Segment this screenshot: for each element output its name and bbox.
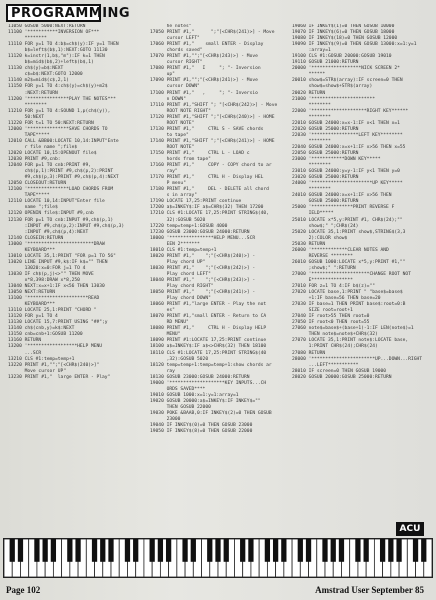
black-key bbox=[100, 539, 105, 562]
black-key bbox=[10, 539, 15, 562]
black-key bbox=[207, 539, 212, 562]
black-key bbox=[364, 539, 369, 562]
black-key bbox=[413, 539, 418, 562]
black-key bbox=[224, 539, 229, 562]
black-key bbox=[265, 539, 270, 562]
black-key bbox=[158, 539, 163, 562]
black-key bbox=[396, 539, 401, 562]
black-key bbox=[43, 539, 48, 562]
piano-keys bbox=[4, 539, 432, 577]
black-key bbox=[240, 539, 245, 562]
black-key bbox=[273, 539, 278, 562]
black-key bbox=[355, 539, 360, 562]
black-key bbox=[75, 539, 80, 562]
page-number: Page 102 bbox=[6, 585, 41, 595]
black-key bbox=[331, 539, 336, 562]
black-key bbox=[248, 539, 253, 562]
black-key bbox=[380, 539, 385, 562]
listing-column-3: 19060 IF INKEY$(1)=0 THEN GOSUB 10000 19070 IF INKEY$(6)=0 THEN GOSUB 18000 19080 IF INKEY$(18)=0 THEN GOSUB 12000 19090 IF INKEY$(9)=0 THEN GOSUB 13000:x=1:y=1 :array=1 19100 CLS #1:GOSUB 20000:GOSUB 19010 19110 GOSUB 21000:RETURN 20000 '******************NICK SCREEN 2* ****** 20010 show$=STR$(array):IF screen=0 THEN show$=show$+STR$(array) 20020 RETURN 21000 '*********************** ******** 22000 '********************RIGHT KEY****** ******** 22010 GOSUB 24000:x=x-1:IF x<1 THEN x=1 22020 GOSUB 25000:RETURN 22030 '*****************LEFT KEY******** ******** 22040 GOSUB 24000:x=x+1:IF x>56 THEN x=55 22050 GOSUB 25000:RETURN 23000 '************DOWN KEY***** ******** 23010 GOSUB 24000:y=y-1:IF y<1 THEN y=0 23020 GOSUB 25000:RETURN 24000 '**********************UP KEY***** ******** 24010 GOSUB 24000:x=x+1:IF x>56 THEN GOSUB 25000:RETURN 25000 '***************PRINT REVERSE F IELD***** 25010 LOCATE x*5,y:PRINT #1, CHR$(24);"" show$;" ";CHR$(24) 25020 LOCATE 35,1:PRINT show$,STRING$(3,3 2):COLOR show$ 25030 RETURN 26000 '*************CLEAR NOTES AND REVERSE ******** 26010 GOSUB 1000:LOCATE x*5,y:PRINT #1,"" ;show$;" ":RETURN 27000 '*********************CHANGE ROOT NOT E*************** 27010 FOR z=1 TO 4:IF b$(z)="" 27020 LOCATE base,1:PRINT " "base$=base$ +1:IF base=56 THEN base=20 27030 IF base=1 THEN PRINT base$:root=0:B SIZE root=root+1 27040 IF root>55 THEN root=0 27050 IF root<0 THEN root=55 27060 note$=base$+(base+1)-1:IF LEN(note$)=1 THEN note$=note$+CHR$(32) 27070 LOCATE 35,1:PRINT note$:LOCATE base, 1:PRINT CHR$(24);CHR$(24) 27080 RETURN 28000 '***********************UP...DOWN...RIGHT ...LEFT*********** 28010 IF screen=0 THEN GOSUB 19000 28020 GOSUB 20000:GOSUB 25000:RETURN bbox=[292, 24, 422, 380]
black-key bbox=[166, 539, 171, 562]
black-key bbox=[191, 539, 196, 562]
black-key bbox=[215, 539, 220, 562]
section-header: PROGRAMMING bbox=[6, 4, 101, 22]
listing-column-1: 11050 GOSUB 5000:NEXT:RETURN 11100 '***********INVERSION OF*** ******** 11110 FOR y=1 TO 4:b$=ch$(y):IF y=1 THEN b$=left$(b$,1):NEXT:GOTO 11130 11120 k=instr(1,b$,"m"):IF k=1 THEN b$=mid$(b$,2)+left$(b$,1) 11130 ch$(y)=b$:NEXT c$=b$:NEXT:GOTO 12000 11140 m2$=mid$(c$,2,1) 11150 FOR y=1 TO 4:ch$(y)=ch$(y)+m2$ :NEXT:RETURN 11200 '***************PLAY THE NOTES*** ******** 11210 FOR y=1 TO 4:SOUND 1,p(ch$(y)), 50:NEXT 11220 FOR t=1 TO 50:NEXT:RETURN 12000 '***************SAVE CHORDS TO TAPE***** 12010 CALL &BB00:LOCATE 10,14:INPUT"Ente r file name ";file$ 12020 LOCATE 10,15:OPENOUT file$ 12030 PRINT #9,cnb: 12040 FOR p=1 TO cnb:PRINT #9, ch$(p,1):PRINT #9,ch$(p,2):PRINT #9,ch$(p,3):PRINT #9,ch$(p,4):NEXT 12050 CLOSEOUT:RETURN 12100 '***************LOAD CHORDS FROM TAPE***** 12110 LOCATE 10,14:INPUT"Enter file name ";file$ 12120 OPENIN file$:INPUT #9,cnb 12130 FOR p=1 TO cnb:INPUT #9,ch$(p,1) :INPUT #9,ch$(p,2):INPUT #9,ch$(p,3) :INPUT #9,ch$(p,4):NEXT 12140 CLOSEIN:RETURN 13000 '************************DRAW KEYBOARD*** 13010 LOCATE 35,1:PRINT "FOR p=1 TO 56" 13020 LINE INPUT #9,k$:IF k$="" THEN 13020:x=0:FOR j=1 TO 4 13030 IF ch$(p,j)<>"" THEN MOVE x*8,398:DRAW x*8,250 13040 NEXT:x=x+1:IF x<56 THEN 13030 13050 NEXT:RETURN 13100 '**********************READ KEYBOARD*** 13110 LOCATE 25,1:PRINT "CHORD " 13120 FOR y=1 TO 4 13130 LOCATE 15,7:PRINT USING "##";y 13140 ch$(cnb,y)=k$:NEXT 13150 cnb=cnb+1:GOSUB 11200 13160 RETURN 13200 '******************HELP MENU ...SCR 13210 CLS #1:temp=temp+1 13220 PRINT #1,"";"[<CHR$(240)>]" Move cursor UP" 13230 PRINT #1," large ENTER - Play" bbox=[8, 24, 125, 380]
black-key bbox=[108, 539, 113, 562]
black-key bbox=[67, 539, 72, 562]
black-key bbox=[298, 539, 303, 562]
black-key bbox=[133, 539, 138, 562]
black-key bbox=[306, 539, 311, 562]
listing-column-2: he notes" 17050 PRINT #1," ";"[<CHR$(241)>] - Move cursor LEFT" 17060 PRINT #1," small ENTER - Display chords saved" 17070 PRINT #1,"";"[<CHR$(243)>] - Move cursor RIGHT" 17080 PRINT #1," I "; "- Inversion up" 17090 PRINT #1,"";"[<CHR$(241)>] - Move cursor DOWN" 17100 PRINT #1," , "; "- Inversio n DOWN" 17110 PRINT #1,"SHIFT "; "[<CHR$(242)>] - Move ROOT NOTE RIGHT" 17120 PRINT #1,"SHIFT ";"[<CHR$(240)>] - HOME ROOT NOTE" 17130 PRINT #1," CTRL S - SAVE chords to tape" 17140 PRINT #1,"SHIFT ";"[<CHR$(241)>] - HOME ROOT NOTE" 17150 PRINT #1," CTRL L - LOAD c hords from tape" 17160 PRINT #1," COPY - COPY chord to ar ray" 17170 PRINT #1," CTRL H - Display HEL P menu" 17180 PRINT #1," DEL - DELETE all chord s in array" 17190 LOCATE 17,25:PRINT continue 17200 a$=INKEY$:IF a$=CHR$(32) THEN 17200 17210 CLS #1:LOCATE 17,25:PRINT STRING$(40, 32):GOSUB 5020 17220 temp=temp+1:GOSUB 4000 17230 GOSUB 23000:GOSUB 24000:RETURN 18000 '****************HELP MENU...SCR EEN 2******* 18010 CLS #1:temp=temp+1 18020 PRINT #1," ";"[<CHR$(240)>] - Play chord UP" 18030 PRINT #1," ";"[<CHR$(242)>] - Play chord LEFT" 18040 PRINT #1," ";"[<CHR$(243)>] - Play chord RIGHT" 18050 PRINT #1," ";"[<CHR$(241)>] - Play chord DOWN" 18060 PRINT #1,"large ENTER - Play the not es" 18070 PRINT #1,"small ENTER - Return to CA RD MENU" 18080 PRINT #1," CTRL H - Display HELP MENU" 18090 PRINT #1:LOCATE 17,25:PRINT continue 18100 a$=INKEY$:IF a$<>CHR$(32) THEN 18100 18110 CLS #1:LOCATE 17,25:PRINT STRING$(40 ,32):GOSUB 5020 18120 temp=temp+1:temp=temp+1:show chords ar ray 18130 GOSUB 23000:GOSUB 24000:RETURN 19000 '********************KEY INPUTS...CH ORDS SAVED**** 19010 GOSUB 1000:x=1:y=1:array=1 19020 GOSUB 20000:a$=INKEY$:IF INKEY$="" THEN GOSUB 22000 19030 POKE &BAAB,0:IF INKEY$(2)=0 THEN GOSUB 23000 19040 IF INKEY$(0)=0 THEN GOSUB 23000 19050 IF INKEY$(8)=0 THEN GOSUB 22000 bbox=[150, 24, 278, 435]
black-key bbox=[421, 539, 426, 562]
piano-keyboard-illustration bbox=[3, 538, 433, 578]
black-key bbox=[51, 539, 56, 562]
black-key bbox=[322, 539, 327, 562]
black-key bbox=[281, 539, 286, 562]
black-key bbox=[339, 539, 344, 562]
black-key bbox=[18, 539, 23, 562]
black-key bbox=[92, 539, 97, 562]
black-key bbox=[388, 539, 393, 562]
magazine-issue: Amstrad User September 85 bbox=[315, 585, 424, 595]
black-key bbox=[34, 539, 39, 562]
acu-logo: ACU bbox=[396, 522, 424, 536]
black-key bbox=[125, 539, 130, 562]
black-key bbox=[182, 539, 187, 562]
black-key bbox=[150, 539, 155, 562]
